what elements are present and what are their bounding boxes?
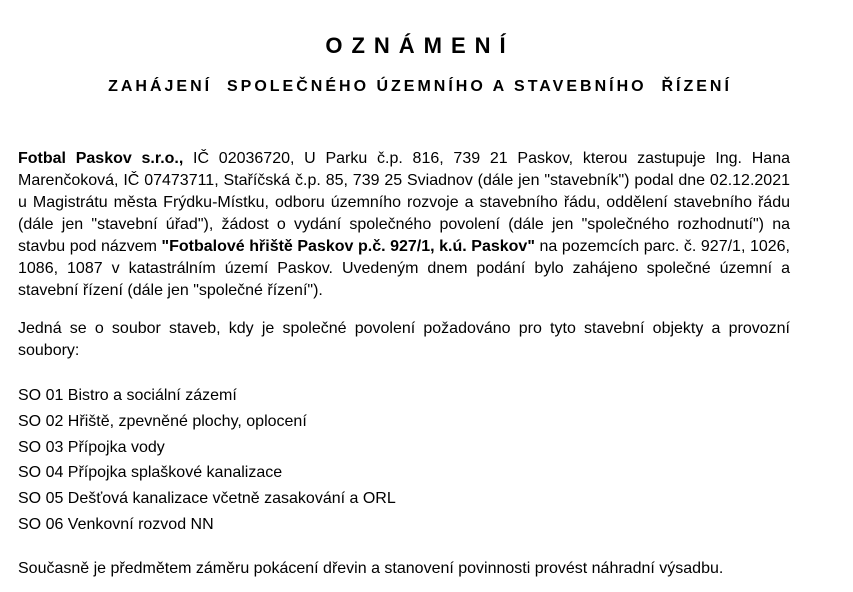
intro-paragraph bbox=[18, 148, 790, 302]
document-subtitle: ZAHÁJENÍ SPOLEČNÉHO ÚZEMNÍHO A STAVEBNÍHO ŘÍZENÍ bbox=[108, 78, 732, 95]
list-item: SO 03 Přípojka vody bbox=[18, 438, 165, 456]
list-item: SO 05 Dešťová kanalizace včetně zasakování a ORL bbox=[18, 490, 396, 508]
objects-intro-paragraph: Jedná se o soubor staveb, kdy je společné povolení požadováno pro tyto stavební objekty a provozní soubory: bbox=[18, 320, 790, 359]
building-objects-list bbox=[18, 383, 396, 538]
list-item: SO 02 Hřiště, zpevněné plochy, oplocení bbox=[18, 412, 307, 430]
list-item: SO 01 Bistro a sociální zázemí bbox=[18, 387, 237, 404]
closing-paragraph: Současně je předmětem záměru pokácení dřevin a stanovení povinnosti provést náhradní výsadbu. bbox=[18, 560, 724, 577]
applicant-name: Fotbal Paskov s.r.o., bbox=[18, 150, 184, 167]
intro-text-a: IČ 02036720, U Parku č.p. 816, 739 21 Paskov, kterou zastupuje Ing. Hana Marenčoková, IČ 07473711, Staříčská č.p. 85, 739 25 Sviadnov (dále jen "stavebník") podal dne 02.12.2021 u Magistrátu města Frýdku-Místku, odboru územního rozvoje a stavebního řádu, oddělení stavebního řádu (dále jen "stavební úřad"), žádost o vydání společného povolení (dále jen "společného rozhodnutí") na stavbu pod názvem bbox=[18, 150, 790, 255]
list-item: SO 04 Přípojka splaškové kanalizace bbox=[18, 464, 283, 482]
project-name: "Fotbalové hřiště Paskov p.č. 927/1, k.ú. Paskov" bbox=[161, 238, 535, 255]
list-item: SO 06 Venkovní rozvod NN bbox=[18, 515, 214, 533]
document-title: OZNÁMENÍ bbox=[325, 33, 515, 58]
intro-text-b: na pozemcích parc. č. 927/1, 1026, 1086, 1087 v katastrálním území Paskov. Uvedeným dnem podání bylo zahájeno společné územní a stavební řízení (dále jen "společné řízení"). bbox=[18, 238, 790, 299]
